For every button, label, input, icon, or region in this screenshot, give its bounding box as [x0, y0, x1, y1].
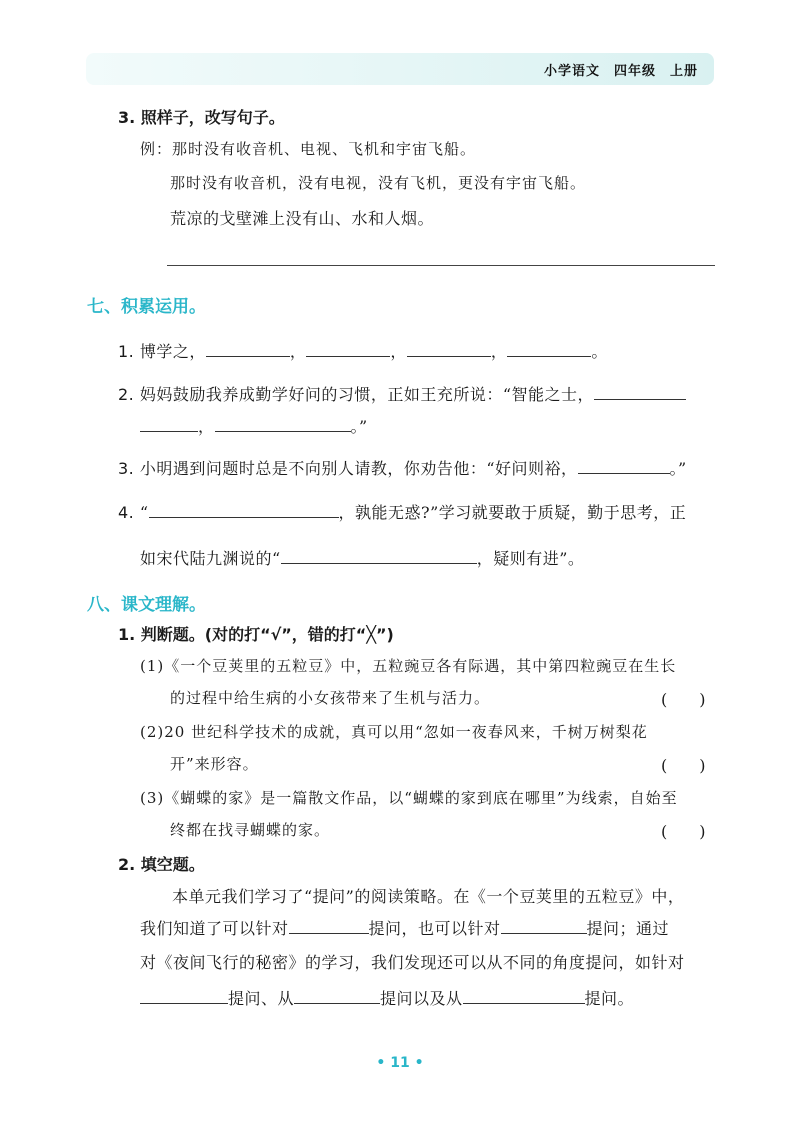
judge-item3-line2: 终都在找寻蝴蝶的家。	[170, 821, 331, 839]
s7-item1-blank2[interactable]	[306, 340, 390, 357]
judge-item1-answer[interactable]: ( )	[661, 690, 706, 709]
s7-item2-num: 2.	[118, 385, 135, 404]
judge-item2-answer[interactable]: ( )	[661, 756, 706, 775]
judge-item3-answer[interactable]: ( )	[661, 822, 706, 841]
s7-item4-blank1[interactable]	[149, 501, 339, 518]
fill-line4-a: 提问、从	[228, 989, 295, 1008]
s7-item3-num: 3.	[118, 459, 135, 478]
header-bar	[86, 53, 714, 85]
judge-item1-line2: 的过程中给生病的小女孩带来了生机与活力。	[170, 689, 491, 707]
judge-item2-line1: (2)20 世纪科学技术的成就，真可以用“忽如一夜春风来，千树万树梨花	[140, 723, 648, 741]
fill-line1: 本单元我们学习了“提问”的阅读策略。在《一个豆荚里的五粒豆》中，	[172, 887, 685, 906]
s7-item1-sep1: ，	[289, 342, 307, 361]
page-number: • 11 •	[376, 1055, 424, 1071]
s7-item3	[118, 456, 687, 479]
q3-answer-line[interactable]	[167, 265, 715, 266]
fill-blank4[interactable]	[294, 987, 380, 1004]
s7-item2-blank1[interactable]	[594, 383, 686, 400]
fill-line4	[140, 986, 634, 1009]
fill-line2-c: 提问；通过	[586, 919, 670, 938]
section7-title: 七、积累运用。	[87, 297, 206, 317]
s7-item4-line2	[140, 546, 584, 569]
fill-blank3[interactable]	[140, 987, 228, 1004]
q3-example-line1: 例：那时没有收音机、电视、飞机和宇宙飞船。	[140, 140, 477, 158]
s7-item1-blank1[interactable]	[206, 340, 290, 357]
fill-line2-b: 提问，也可以针对	[368, 919, 501, 938]
judge-item3-line1: (3)《蝴蝶的家》是一篇散文作品，以“蝴蝶的家到底在哪里”为线索，自始至	[140, 789, 678, 807]
q3-title: 3. 照样子，改写句子。	[118, 108, 285, 127]
s7-item1-end: 。	[591, 342, 608, 361]
s7-item4-blank2[interactable]	[281, 547, 477, 564]
fill-line4-b: 提问以及从	[380, 989, 463, 1008]
s8-judge-title: 1. 判断题。(对的打“√”，错的打“╳”)	[118, 625, 394, 644]
s7-item3-blank[interactable]	[578, 457, 670, 474]
s7-item1	[118, 339, 608, 362]
s7-item3-text: 小明遇到问题时总是不向别人请教，你劝告他：“好问则裕，	[139, 459, 578, 478]
s7-item2-line2	[140, 414, 368, 437]
s7-item2-line1	[118, 382, 686, 405]
fill-line2-a: 我们知道了可以针对	[140, 919, 289, 938]
q3-example-line2: 那时没有收音机，没有电视，没有飞机，更没有宇宙飞船。	[170, 174, 587, 192]
s7-item4-line1	[118, 500, 686, 523]
fill-line2	[140, 916, 669, 939]
judge-item1-line1: (1)《一个豆荚里的五粒豆》中，五粒豌豆各有际遇，其中第四粒豌豆在生长	[140, 657, 677, 675]
s7-item2-text: 妈妈鼓励我养成勤学好问的习惯，正如王充所说：“智能之士，	[139, 385, 595, 404]
s7-item1-sep2: ，	[390, 342, 407, 361]
fill-blank5[interactable]	[463, 987, 585, 1004]
fill-blank1[interactable]	[289, 917, 369, 934]
section8-title: 八、课文理解。	[87, 595, 206, 615]
s7-item1-sep3: ，	[490, 342, 508, 361]
s7-item1-blank3[interactable]	[407, 340, 491, 357]
s7-item4-end: ，疑则有进”。	[476, 549, 585, 568]
s7-item4-text: ，孰能无惑?”学习就要敢于质疑，勤于思考，正	[338, 503, 687, 522]
s7-item4-num: 4.	[118, 503, 135, 522]
s7-item2-blank2[interactable]	[140, 415, 198, 432]
q3-task: 荒凉的戈壁滩上没有山、水和人烟。	[170, 209, 435, 228]
s7-item1-text: 博学之，	[139, 342, 206, 361]
fill-blank2[interactable]	[501, 917, 587, 934]
s7-item3-end: 。”	[669, 459, 687, 478]
s7-item4-text2: 如宋代陆九渊说的“	[140, 549, 281, 568]
s7-item4-open-quote: “	[139, 503, 149, 522]
s7-item1-blank4[interactable]	[507, 340, 591, 357]
s7-item2-end: 。”	[350, 417, 368, 436]
s7-item2-sep: ，	[198, 417, 215, 436]
s7-item1-num: 1.	[118, 342, 135, 361]
fill-line3: 对《夜间飞行的秘密》的学习，我们发现还可以从不同的角度提问，如针对	[140, 953, 685, 972]
s8-fill-title: 2. 填空题。	[118, 855, 205, 874]
header-title: 小学语文 四年级 上册	[543, 64, 698, 79]
fill-line4-c: 提问。	[584, 989, 635, 1008]
s7-item2-blank3[interactable]	[215, 415, 351, 432]
judge-item2-line2: 开”来形容。	[170, 755, 259, 773]
